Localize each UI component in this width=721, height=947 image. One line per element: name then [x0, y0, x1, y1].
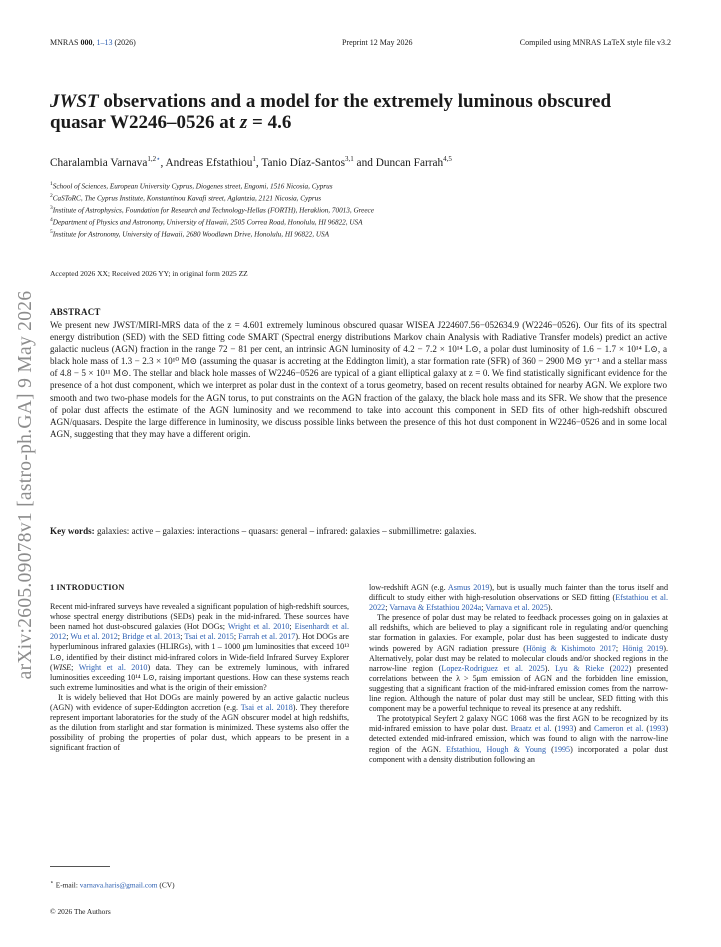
citation-link[interactable]: Cameron et al.	[593, 724, 644, 734]
keywords-list: galaxies: active – galaxies: interactions – quasars: general – infrared: galaxies – submillimetre: galaxies.	[94, 526, 477, 536]
citation-link[interactable]: Tsai et al. 2018	[240, 703, 293, 713]
citation-link[interactable]: Lopez-Rodriguez et al. 2025	[441, 663, 545, 673]
citation-link[interactable]: Tsai et al. 2015	[184, 632, 234, 642]
journal-ref: MNRAS 000, 1–13 (2026)	[50, 38, 136, 47]
intro-paragraph: low-redshift AGN (e.g. Asmus 2019), but is usually much fainter than the torus itself and difficult to study either with high-resolution observations or SED fitting (Efstathiou et al. 2022; Varnava & Efstathiou 2024a; Varnava et al. 2025).	[369, 583, 669, 613]
author-name: Tanio Díaz-Santos	[261, 156, 345, 169]
intro-paragraph: It is widely believed that Hot DOGs are mainly powered by an active galactic nucleus (AGN) with evidence of super-Eddington accretion (e.g. Tsai et al. 2018). They therefore represent important laboratories for the study of the AGN obscurer model at high redshifts, as the dilution from starlight and star formation is minimized. These systems also offer the possibility of probing the properties of polar dust, which appears to be present in a significant fraction of	[50, 692, 349, 753]
author-affil-sup: 1,2⋆	[147, 155, 161, 163]
citation-link[interactable]: Farrah et al. 2017	[238, 632, 296, 642]
citation-link[interactable]: Efstathiou et al. 2022	[369, 593, 668, 613]
left-column	[50, 583, 349, 754]
citation-link[interactable]: Wright et al. 2010	[78, 662, 148, 672]
citation-link[interactable]: Lyu & Rieke	[555, 663, 605, 673]
citation-link[interactable]: 1995	[553, 744, 571, 754]
citation-link[interactable]: Hönig 2019	[622, 643, 664, 653]
keywords	[50, 525, 667, 537]
paper-title: JWST observations and a model for the extremely luminous obscured quasar W2246–0526 at z = 4.6	[50, 91, 612, 133]
affiliation-row: $^5$Institute for Astronomy, University of Hawaii, 2680 Woodlawn Drive, Honolulu, HI 96822, USA	[50, 228, 329, 239]
footnote-rule	[50, 866, 110, 867]
author-list: Charalambia Varnava$^{1,2⋆}$, Andreas Efstathiou$^1$, Tanio Díaz-Santos$^{3,1}$ and Duncan Farrah$^{4,5}$	[50, 155, 452, 169]
citation-link[interactable]: 1993	[557, 724, 574, 734]
author-name: Duncan Farrah	[375, 156, 444, 169]
author-affil-sup: 3,1	[344, 155, 354, 163]
compiled-note: Compiled using MNRAS LaTeX style file v3.2	[519, 38, 671, 47]
keywords-label: Key words:	[50, 526, 95, 536]
intro-paragraph: Recent mid-infrared surveys have revealed a significant population of high-redshift sources, whose spectral energy distributions (SEDs) peak in the mid-infrared. These sources have been named hot dust-obscured galaxies (Hot DOGs; Wright et al. 2010; Eisenhardt et al. 2012; Wu et al. 2012; Bridge et al. 2013; Tsai et al. 2015; Farrah et al. 2017). Hot DOGs are hyperluminous infrared galaxies (HLIRGs), with 1 – 1000 μm luminosities that exceed 10¹³ L⊙, identified by their distinct mid-infrared colors in Wide-field Infrared Survey Explorer (WISE; Wright et al. 2010) data. They can be extremely luminous, with infrared luminosities exceeding 10¹⁴ L⊙, raising important questions. How can these systems reach such extreme luminosities and what is the origin of their emission?	[50, 602, 349, 692]
affiliation-row: $^3$Institute of Astrophysics, Foundation for Research and Technology-Hellas (FORTH), Heraklion, 70013, Greece	[50, 204, 374, 215]
running-header	[50, 38, 671, 50]
arxiv-id: arXiv:2605.09078v1 [astro-ph.GA] 9 May 2026	[15, 290, 36, 680]
affiliations	[50, 180, 670, 240]
citation-link[interactable]: Wright et al. 2010	[227, 622, 290, 632]
abstract-text: We present new JWST/MIRI-MRS data of the z = 4.601 extremely luminous obscured quasar WISEA J224607.56−052634.9 (W2246−0526). Our fits of its spectral energy distribution (SED) with the SED fitting code SMART (Spectral energy distributions Markov chain Analysis with Radiative Transfer models) predict an active galactic nucleus (AGN) fraction in the range 72 − 81 per cent, an intrinsic AGN luminosity of 4.2 − 7.2 × 10¹⁴ L⊙, a polar dust luminosity of 1.6 − 1.7 × 10¹⁴ L⊙, a black hole mass of 1.3 − 2.3 × 10¹⁰ M⊙ (assuming the quasar is accreting at the Eddington limit), a star formation rate (SFR) of 360 − 2900 M⊙ yr⁻¹ and a stellar mass of 4.8 − 5 × 10¹¹ M⊙. The stellar and black hole masses of W2246−0526 are typical of a giant elliptical galaxy at z = 0. We find statistically significant evidence for the presence of a hot dust component, which we interpret as polar dust in the context of a torus geometry, based on recent results obtained for nearby AGN. We explore two smooth and two two-phase models for the AGN torus, to put constraints on the AGN fraction of the galaxy, the black hole mass and its SFR. We show that the presence of polar dust affects the estimate of the AGN luminosity and we recommend to take into account this component in SED fits of other high-redshift obscured AGN/quasars. Despite the large difference in luminosity, we discuss possible links between the presence of this hot dust component in W2246−0526 and in some local AGN, suggesting that they may have a different origin.	[50, 320, 667, 439]
copyright: © 2026 The Authors	[50, 907, 111, 916]
abstract-heading: ABSTRACT	[50, 307, 101, 317]
affiliation-row: $^4$Department of Physics and Astronomy, University of Hawaii, 2505 Correa Road, Honolulu, HI 96822, USA	[50, 216, 363, 227]
accepted-line: Accepted 2026 XX; Received 2026 YY; in original form 2025 ZZ	[50, 269, 248, 278]
section-heading-intro: 1 INTRODUCTION	[50, 583, 125, 592]
citation-link[interactable]: Varnava et al. 2025	[485, 603, 548, 613]
citation-link[interactable]: Bridge et al. 2013	[122, 632, 181, 642]
author-name: Andreas Efstathiou	[165, 156, 253, 169]
email-link[interactable]: varnava.haris@gmail.com	[79, 880, 158, 890]
citation-link[interactable]: Asmus 2019	[447, 583, 490, 592]
affiliation-row: $^1$School of Sciences, European University Cyprus, Diogenes street, Engomi, 1516 Nicosia, Cyprus	[50, 181, 333, 191]
citation-link[interactable]: Eisenhardt et al. 2012	[50, 622, 349, 642]
author-name: Charalambia Varnava	[50, 156, 148, 169]
footnote-email: ⋆ E-mail: varnava.haris@gmail.com (CV)	[50, 880, 175, 890]
citation-link[interactable]: Braatz et al.	[510, 724, 552, 734]
citation-link[interactable]: 1993	[649, 724, 666, 734]
citation-link[interactable]: Efstathiou, Hough & Young	[446, 744, 547, 754]
preprint-date: Preprint 12 May 2026	[342, 38, 413, 47]
arxiv-stamp	[6, 225, 46, 745]
citation-link[interactable]: Wu et al. 2012	[70, 632, 118, 642]
citation-link[interactable]: 2022	[612, 663, 629, 673]
author-affil-sup: 4,5	[443, 155, 452, 163]
right-column	[369, 583, 668, 765]
intro-paragraph: The presence of polar dust may be related to feedback processes going on in galaxies at all redshifts, which are believed to play a significant role in regulating and/or quenching star formation in galaxies. For example, polar dust has been suggested to indicate dusty winds powered by AGN radiation pressure (Hönig & Kishimoto 2017; Hönig 2019). Alternatively, polar dust may be related to molecular clouds and/or shocked regions in the narrow-line region (Lopez-Rodriguez et al. 2025). Lyu & Rieke (2022) presented correlations between the λ > 5μm emission of AGN and the forbidden line emission, suggesting that a significant fraction of the mid-infrared emission comes from the narrow-line region. Although the nature of polar dust may still be unclear, SED fitting with this component may be a powerful technique to reveal its presence at any redshift.	[369, 613, 668, 714]
affiliation-row: $^2$CaSToRC, The Cyprus Institute, Konstantinou Kavafi street, Aglantzia, 2121 Nicosia, Cyprus	[50, 192, 322, 203]
star-icon: ⋆	[156, 155, 161, 163]
citation-link[interactable]: Varnava & Efstathiou 2024a	[389, 603, 482, 613]
intro-paragraph: The prototypical Seyfert 2 galaxy NGC 1068 was the first AGN to be recognized by its mid-infrared emission to have polar dust. Braatz et al. (1993) and Cameron et al. (1993) detected extended mid-infrared emission, which was found to align with the narrow-line region of the AGN. Efstathiou, Hough & Young (1995) incorporated a polar dust component with a density distribution following an	[369, 714, 669, 764]
author-affil-sup: 1	[252, 155, 256, 163]
citation-link[interactable]: Hönig & Kishimoto 2017	[525, 643, 616, 653]
pages-link[interactable]: 1–13	[96, 38, 113, 47]
